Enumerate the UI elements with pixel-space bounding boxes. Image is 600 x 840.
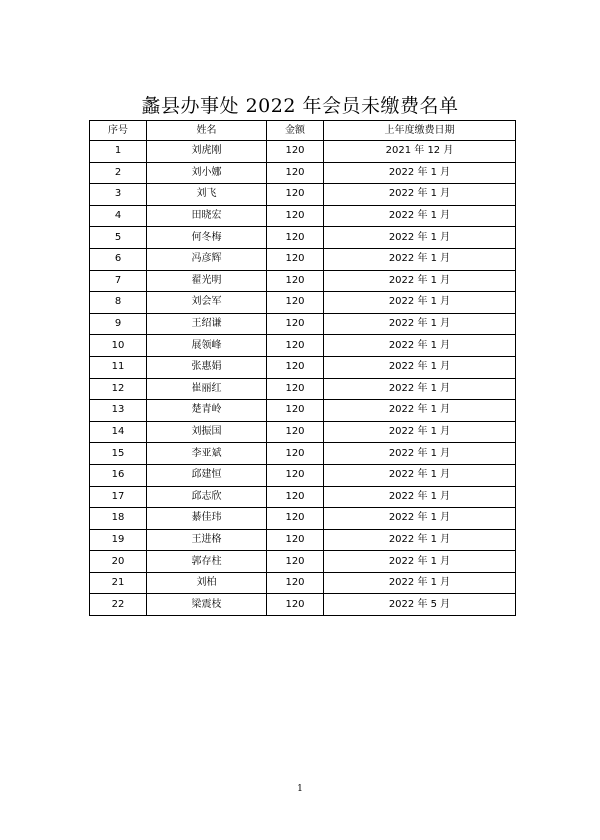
cell-name: 张惠娟 [147,356,267,378]
cell-name: 展领峰 [147,335,267,357]
cell-last-payment-date: 2022 年 1 月 [324,378,516,400]
cell-amount: 120 [267,141,324,163]
cell-index: 8 [90,292,147,314]
table-row [90,572,516,594]
table-row [90,227,516,249]
table-row [90,486,516,508]
cell-amount: 120 [267,313,324,335]
cell-last-payment-date: 2022 年 1 月 [324,400,516,422]
cell-name: 王进格 [147,529,267,551]
cell-index: 10 [90,335,147,357]
table-row [90,443,516,465]
cell-name: 崔丽红 [147,378,267,400]
cell-last-payment-date: 2021 年 12 月 [324,141,516,163]
column-header-last-payment-date: 上年度缴费日期 [324,121,516,141]
table-row [90,529,516,551]
table-row [90,141,516,163]
cell-name: 刘会军 [147,292,267,314]
cell-index: 9 [90,313,147,335]
table-row [90,356,516,378]
table-row [90,184,516,206]
cell-index: 7 [90,270,147,292]
cell-name: 王绍谦 [147,313,267,335]
cell-amount: 120 [267,162,324,184]
cell-name: 刘飞 [147,184,267,206]
cell-last-payment-date: 2022 年 1 月 [324,313,516,335]
cell-name: 邱建恒 [147,464,267,486]
cell-amount: 120 [267,594,324,616]
cell-index: 4 [90,205,147,227]
cell-last-payment-date: 2022 年 1 月 [324,421,516,443]
cell-index: 18 [90,508,147,530]
document-title: 蠡县办事处 2022 年会员未缴费名单 [141,95,459,117]
table-row [90,464,516,486]
cell-amount: 120 [267,270,324,292]
cell-last-payment-date: 2022 年 1 月 [324,292,516,314]
column-header-index: 序号 [90,121,147,141]
cell-name: 李亚斌 [147,443,267,465]
cell-index: 21 [90,572,147,594]
cell-index: 22 [90,594,147,616]
cell-name: 梁震枝 [147,594,267,616]
cell-last-payment-date: 2022 年 1 月 [324,572,516,594]
cell-amount: 120 [267,378,324,400]
cell-name: 刘振国 [147,421,267,443]
cell-amount: 120 [267,205,324,227]
cell-index: 13 [90,400,147,422]
table-row [90,162,516,184]
unpaid-members-table [89,120,516,616]
cell-name: 郭存柱 [147,551,267,573]
cell-amount: 120 [267,421,324,443]
cell-amount: 120 [267,248,324,270]
cell-name: 刘虎刚 [147,141,267,163]
cell-name: 邱志欣 [147,486,267,508]
cell-last-payment-date: 2022 年 1 月 [324,227,516,249]
cell-amount: 120 [267,356,324,378]
cell-last-payment-date: 2022 年 1 月 [324,205,516,227]
table-row [90,205,516,227]
cell-amount: 120 [267,184,324,206]
cell-index: 17 [90,486,147,508]
column-header-amount: 金额 [267,121,324,141]
cell-last-payment-date: 2022 年 5 月 [324,594,516,616]
cell-name: 刘柏 [147,572,267,594]
cell-index: 3 [90,184,147,206]
cell-index: 14 [90,421,147,443]
cell-amount: 120 [267,486,324,508]
cell-index: 20 [90,551,147,573]
table-row [90,400,516,422]
cell-name: 刘小娜 [147,162,267,184]
cell-last-payment-date: 2022 年 1 月 [324,270,516,292]
cell-last-payment-date: 2022 年 1 月 [324,184,516,206]
table-row [90,378,516,400]
cell-amount: 120 [267,400,324,422]
cell-amount: 120 [267,292,324,314]
cell-amount: 120 [267,227,324,249]
cell-index: 6 [90,248,147,270]
cell-last-payment-date: 2022 年 1 月 [324,356,516,378]
cell-name: 綦佳玮 [147,508,267,530]
table-row [90,594,516,616]
cell-index: 11 [90,356,147,378]
table-row [90,508,516,530]
cell-name: 田晓宏 [147,205,267,227]
cell-last-payment-date: 2022 年 1 月 [324,529,516,551]
column-header-name: 姓名 [147,121,267,141]
cell-name: 冯彦辉 [147,248,267,270]
cell-index: 15 [90,443,147,465]
table-header-row [90,121,516,141]
cell-name: 翟光明 [147,270,267,292]
cell-last-payment-date: 2022 年 1 月 [324,508,516,530]
cell-name: 楚青岭 [147,400,267,422]
cell-index: 16 [90,464,147,486]
cell-last-payment-date: 2022 年 1 月 [324,443,516,465]
cell-last-payment-date: 2022 年 1 月 [324,551,516,573]
table-row [90,335,516,357]
cell-amount: 120 [267,335,324,357]
cell-amount: 120 [267,529,324,551]
cell-amount: 120 [267,508,324,530]
table-row [90,551,516,573]
cell-index: 5 [90,227,147,249]
cell-last-payment-date: 2022 年 1 月 [324,464,516,486]
cell-last-payment-date: 2022 年 1 月 [324,335,516,357]
table-row [90,248,516,270]
cell-last-payment-date: 2022 年 1 月 [324,162,516,184]
cell-amount: 120 [267,572,324,594]
cell-amount: 120 [267,551,324,573]
table-row [90,421,516,443]
cell-index: 1 [90,141,147,163]
table-row [90,270,516,292]
table-row [90,313,516,335]
cell-index: 19 [90,529,147,551]
cell-amount: 120 [267,464,324,486]
cell-last-payment-date: 2022 年 1 月 [324,248,516,270]
table-row [90,292,516,314]
cell-name: 何冬梅 [147,227,267,249]
cell-amount: 120 [267,443,324,465]
table-body [90,141,516,616]
page-number: 1 [297,784,303,794]
cell-last-payment-date: 2022 年 1 月 [324,486,516,508]
cell-index: 2 [90,162,147,184]
cell-index: 12 [90,378,147,400]
